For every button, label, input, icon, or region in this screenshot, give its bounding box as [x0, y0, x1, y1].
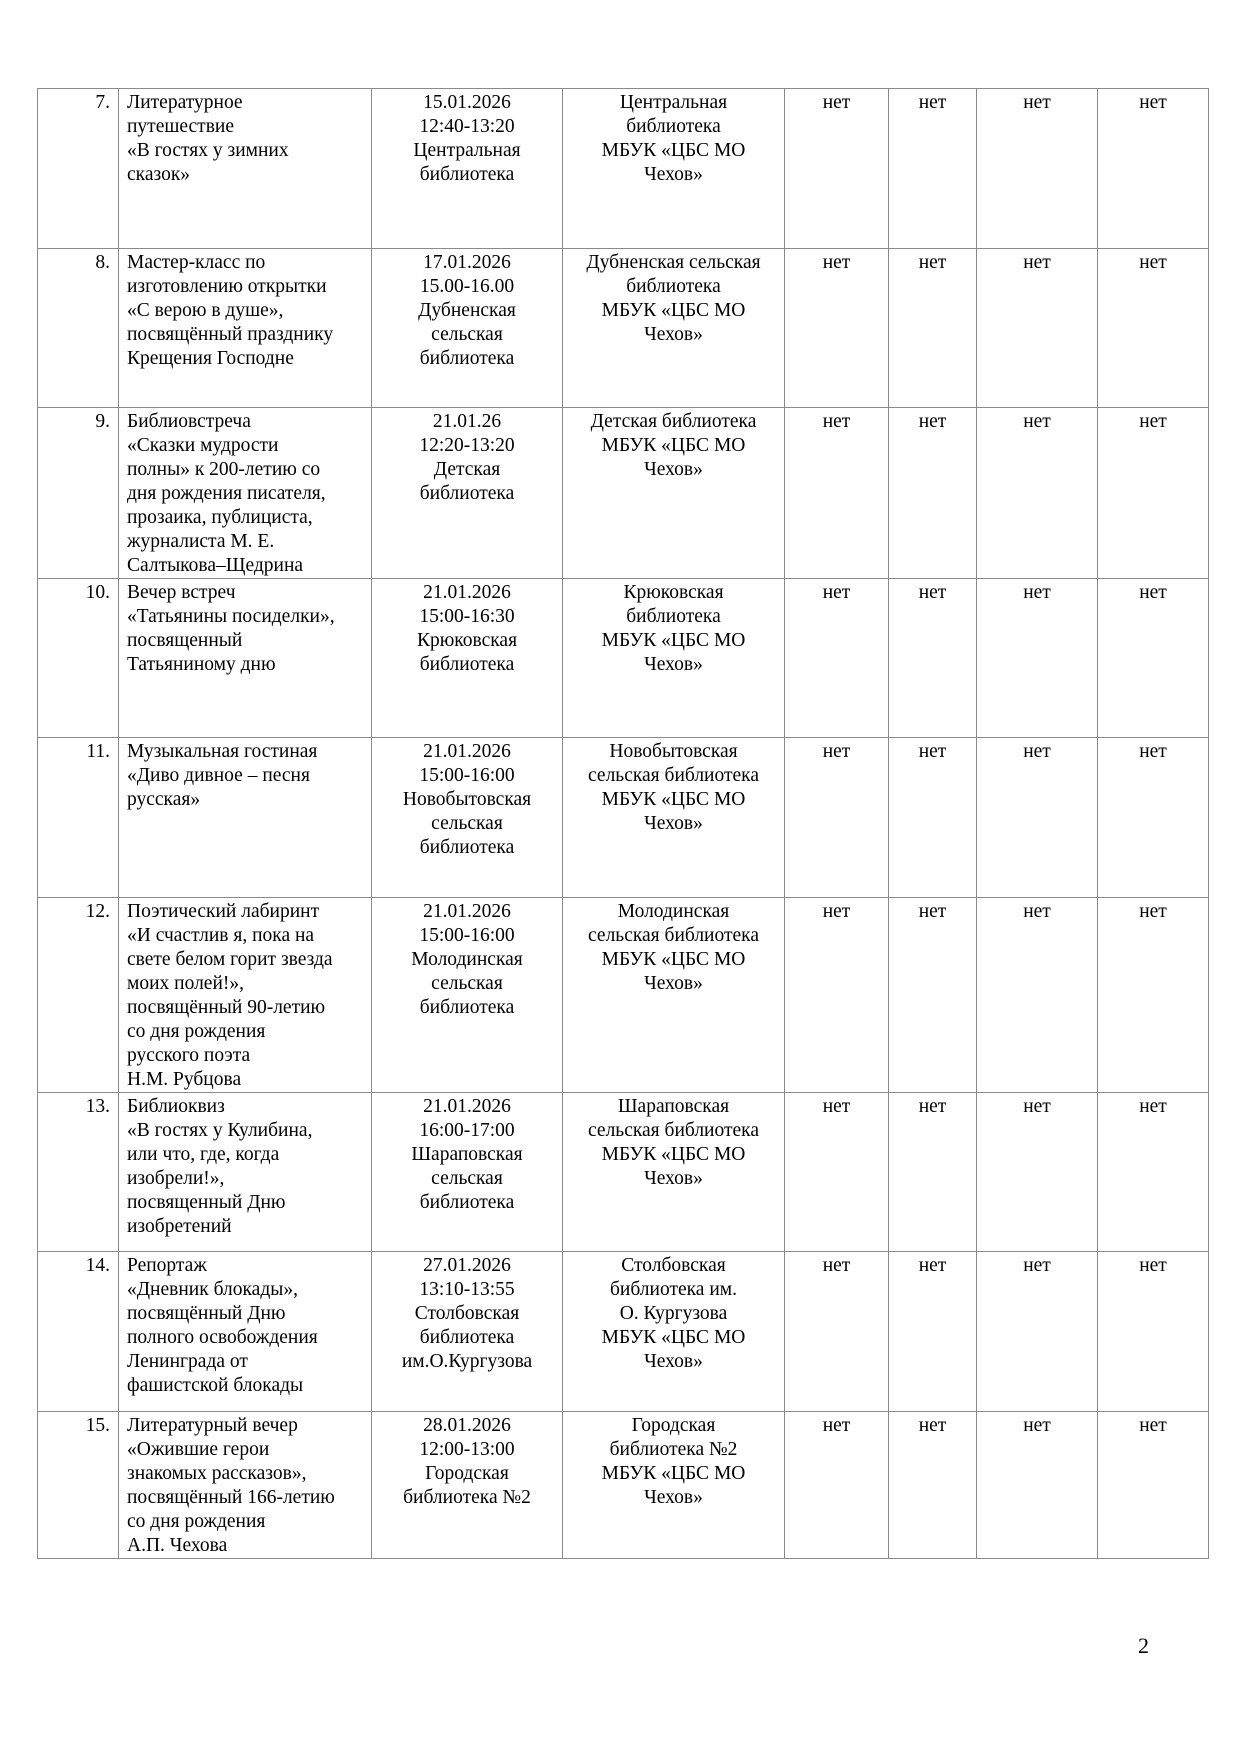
row-number-cell [38, 1252, 119, 1412]
event-datetime-line: Столбовская [414, 1303, 520, 1324]
event-title-line: посвящённый 166-летию [127, 1487, 335, 1508]
event-title-line: «Татьянины посиделки», [127, 606, 335, 627]
organizer-line: библиотека №2 [609, 1439, 738, 1460]
event-title-cell [119, 898, 372, 1093]
event-title-line: посвященный Дню [127, 1192, 286, 1213]
event-title-cell [119, 738, 372, 898]
flag-value: нет [918, 92, 947, 113]
event-title-line: изобретений [127, 1216, 232, 1237]
organizer-line: МБУК «ЦБС МО [601, 140, 746, 161]
event-title-line: Салтыкова–Щедрина [127, 555, 304, 576]
event-title-line: посвящённый празднику [127, 324, 334, 345]
flag-value: нет [1139, 1255, 1167, 1276]
row-number: 8. [95, 252, 110, 273]
flag-value: нет [1139, 901, 1167, 922]
flag-cell-2 [889, 1093, 977, 1252]
flag-cell-3 [977, 738, 1098, 898]
event-datetime-line: 15.00-16.00 [419, 276, 515, 297]
flag-cell-2 [889, 89, 977, 249]
organizer-line: МБУК «ЦБС МО [601, 630, 746, 651]
events-table-body [38, 89, 1209, 1559]
event-title-line: Вечер встреч [127, 582, 236, 603]
event-title-line: фашистской блокады [127, 1375, 304, 1396]
flag-cell-1 [785, 408, 889, 579]
event-datetime-line: 12:40-13:20 [419, 116, 515, 137]
event-datetime-line: 21.01.2026 [423, 582, 511, 603]
flag-value: нет [822, 411, 851, 432]
table-row [38, 1412, 1209, 1559]
row-number-cell [38, 1412, 119, 1559]
event-title-line: изготовлению открытки [127, 276, 327, 297]
flag-value: нет [1139, 92, 1167, 113]
flag-cell-4 [1098, 579, 1209, 738]
event-title-line: посвящённый Дню [127, 1303, 286, 1324]
flag-value: нет [1139, 582, 1167, 603]
flag-cell-4 [1098, 89, 1209, 249]
organizer-cell [563, 1412, 785, 1559]
flag-cell-1 [785, 249, 889, 408]
organizer-line: Чехов» [644, 459, 703, 480]
event-title-line: Мастер-класс по [127, 252, 266, 273]
organizer-line: Чехов» [644, 1487, 703, 1508]
flag-value: нет [1023, 582, 1051, 603]
flag-value: нет [822, 1415, 851, 1436]
organizer-line: Чехов» [644, 654, 703, 675]
organizer-line: Крюковская [623, 582, 724, 603]
event-title-line: журналиста М. Е. [127, 531, 275, 552]
organizer-line: Дубненская сельская [586, 252, 761, 273]
row-number: 12. [85, 901, 110, 922]
event-datetime-line: библиотека [419, 164, 515, 185]
row-number-cell [38, 1093, 119, 1252]
organizer-cell [563, 408, 785, 579]
organizer-line: сельская библиотека [588, 925, 759, 946]
event-title-line: Татьяниному дню [127, 654, 276, 675]
event-datetime-line: Молодинская [411, 949, 523, 970]
event-title-line: сказок» [127, 164, 191, 185]
table-row [38, 738, 1209, 898]
flag-value: нет [1139, 741, 1167, 762]
event-datetime-line: библиотека [419, 1192, 515, 1213]
event-datetime-line: библиотека [419, 483, 515, 504]
organizer-cell [563, 249, 785, 408]
event-datetime-cell [372, 579, 563, 738]
flag-cell-2 [889, 1412, 977, 1559]
flag-value: нет [822, 92, 851, 113]
organizer-line: библиотека им. [610, 1279, 737, 1300]
flag-cell-2 [889, 579, 977, 738]
flag-cell-2 [889, 408, 977, 579]
row-number: 15. [85, 1415, 110, 1436]
flag-cell-4 [1098, 1412, 1209, 1559]
event-title-line: «Ожившие герои [127, 1439, 270, 1460]
organizer-line: Центральная [619, 92, 728, 113]
event-datetime-line: 28.01.2026 [423, 1415, 511, 1436]
flag-cell-1 [785, 738, 889, 898]
event-title-cell [119, 1093, 372, 1252]
event-datetime-line: Городская [425, 1463, 509, 1484]
table-row [38, 1252, 1209, 1412]
table-row [38, 89, 1209, 249]
event-datetime-line: 21.01.2026 [423, 1096, 511, 1117]
event-datetime-cell [372, 738, 563, 898]
event-datetime-line: сельская [431, 973, 503, 994]
flag-cell-4 [1098, 1252, 1209, 1412]
table-row [38, 408, 1209, 579]
row-number-cell [38, 89, 119, 249]
event-datetime-line: библиотека [419, 1327, 515, 1348]
event-title-line: Крещения Господне [127, 348, 294, 369]
organizer-line: Чехов» [644, 973, 703, 994]
event-datetime-cell [372, 408, 563, 579]
row-number: 10. [85, 582, 110, 603]
event-title-line: А.П. Чехова [127, 1535, 228, 1556]
organizer-cell [563, 89, 785, 249]
table-row [38, 249, 1209, 408]
event-datetime-line: 15:00-16:00 [419, 765, 515, 786]
organizer-line: библиотека [626, 606, 721, 627]
event-datetime-line: 13:10-13:55 [419, 1279, 515, 1300]
flag-value: нет [1023, 252, 1051, 273]
event-title-line: «Диво дивное – песня [127, 765, 310, 786]
event-datetime-line: Детская [433, 459, 501, 480]
row-number-cell [38, 738, 119, 898]
flag-value: нет [1139, 252, 1167, 273]
event-datetime-cell [372, 89, 563, 249]
row-number-cell [38, 579, 119, 738]
row-number: 13. [85, 1096, 110, 1117]
row-number-cell [38, 898, 119, 1093]
event-title-cell [119, 1252, 372, 1412]
event-datetime-line: 15:00-16:00 [419, 925, 515, 946]
flag-cell-4 [1098, 898, 1209, 1093]
flag-cell-2 [889, 249, 977, 408]
flag-value: нет [822, 741, 851, 762]
event-datetime-line: 12:00-13:00 [419, 1439, 515, 1460]
flag-cell-4 [1098, 249, 1209, 408]
flag-value: нет [918, 1415, 947, 1436]
organizer-line: библиотека [626, 116, 721, 137]
flag-cell-3 [977, 249, 1098, 408]
event-title-line: знакомых рассказов», [127, 1463, 307, 1484]
event-datetime-line: библиотека [419, 348, 515, 369]
event-datetime-cell [372, 1093, 563, 1252]
event-datetime-line: 16:00-17:00 [419, 1120, 515, 1141]
event-title-line: Музыкальная гостиная [127, 741, 318, 762]
flag-value: нет [822, 252, 851, 273]
organizer-line: сельская библиотека [588, 1120, 759, 1141]
flag-cell-1 [785, 89, 889, 249]
flag-cell-4 [1098, 1093, 1209, 1252]
event-datetime-line: 15:00-16:30 [419, 606, 515, 627]
event-title-line: полного освобождения [127, 1327, 318, 1348]
event-datetime-line: 21.01.26 [432, 411, 502, 432]
event-title-line: путешествие [127, 116, 234, 137]
flag-value: нет [822, 901, 851, 922]
event-title-line: свете белом горит звезда [127, 949, 333, 970]
organizer-line: Столбовская [621, 1255, 726, 1276]
event-datetime-line: 12:20-13:20 [419, 435, 515, 456]
organizer-line: МБУК «ЦБС МО [601, 789, 746, 810]
organizer-line: Молодинская [617, 901, 730, 922]
event-title-line: «И счастлив я, пока на [127, 925, 315, 946]
flag-cell-3 [977, 408, 1098, 579]
event-datetime-line: 15.01.2026 [423, 92, 511, 113]
event-datetime-line: Новобытовская [402, 789, 532, 810]
event-title-line: посвященный [127, 630, 243, 651]
event-title-line: посвящённый 90-летию [127, 997, 326, 1018]
event-title-line: «В гостях у Кулибина, [127, 1120, 313, 1141]
flag-cell-3 [977, 89, 1098, 249]
organizer-line: библиотека [626, 276, 721, 297]
event-title-cell [119, 249, 372, 408]
flag-cell-3 [977, 1252, 1098, 1412]
organizer-line: Шараповская [617, 1096, 730, 1117]
flag-value: нет [918, 411, 947, 432]
flag-value: нет [918, 582, 947, 603]
organizer-cell [563, 898, 785, 1093]
event-datetime-line: сельская [431, 324, 503, 345]
flag-value: нет [822, 582, 851, 603]
event-datetime-cell [372, 249, 563, 408]
flag-cell-3 [977, 1412, 1098, 1559]
event-title-line: дня рождения писателя, [127, 483, 326, 504]
flag-cell-1 [785, 1093, 889, 1252]
table-row [38, 1093, 1209, 1252]
organizer-line: О. Кургузова [619, 1303, 728, 1324]
flag-cell-2 [889, 738, 977, 898]
event-datetime-line: Крюковская [416, 630, 518, 651]
organizer-cell [563, 1252, 785, 1412]
event-datetime-line: 21.01.2026 [423, 741, 511, 762]
flag-value: нет [918, 1096, 947, 1117]
organizer-line: МБУК «ЦБС МО [601, 1327, 746, 1348]
event-datetime-line: библиотека [419, 837, 515, 858]
event-datetime-line: сельская [431, 813, 503, 834]
organizer-line: Городская [631, 1415, 716, 1436]
organizer-line: Чехов» [644, 813, 703, 834]
event-title-cell [119, 579, 372, 738]
flag-value: нет [822, 1255, 851, 1276]
event-datetime-line: сельская [431, 1168, 503, 1189]
event-title-line: Библиовстреча [127, 411, 251, 432]
event-title-line: изобрели!», [127, 1168, 225, 1189]
organizer-line: МБУК «ЦБС МО [601, 1463, 746, 1484]
flag-cell-2 [889, 898, 977, 1093]
event-datetime-line: библиотека [419, 997, 515, 1018]
event-title-line: Репортаж [127, 1255, 207, 1276]
organizer-line: МБУК «ЦБС МО [601, 949, 746, 970]
event-title-cell [119, 1412, 372, 1559]
event-title-line: Н.М. Рубцова [127, 1069, 242, 1090]
organizer-line: МБУК «ЦБС МО [601, 300, 746, 321]
event-title-line: русского поэта [127, 1045, 251, 1066]
flag-value: нет [1023, 741, 1051, 762]
event-title-line: «В гостях у зимних [127, 140, 289, 161]
event-title-line: полны» к 200-летию со [127, 459, 321, 480]
row-number: 14. [85, 1255, 110, 1276]
event-title-line: прозаика, публициста, [127, 507, 313, 528]
flag-cell-2 [889, 1252, 977, 1412]
event-datetime-cell [372, 1412, 563, 1559]
flag-value: нет [918, 1255, 947, 1276]
organizer-line: Детская библиотека [590, 411, 757, 432]
flag-value: нет [1023, 1096, 1051, 1117]
flag-value: нет [1023, 92, 1051, 113]
event-title-line: Литературное [127, 92, 243, 113]
flag-cell-1 [785, 579, 889, 738]
event-datetime-line: Шараповская [411, 1144, 523, 1165]
event-title-line: русская» [127, 789, 201, 810]
page-number: 2 [1138, 1633, 1149, 1658]
flag-value: нет [822, 1096, 851, 1117]
event-datetime-line: 21.01.2026 [423, 901, 511, 922]
table-row [38, 898, 1209, 1093]
flag-value: нет [918, 741, 947, 762]
flag-value: нет [1139, 411, 1167, 432]
flag-value: нет [918, 252, 947, 273]
row-number-cell [38, 408, 119, 579]
event-datetime-cell [372, 1252, 563, 1412]
event-datetime-cell [372, 898, 563, 1093]
organizer-line: сельская библиотека [588, 765, 759, 786]
event-datetime-line: библиотека №2 [403, 1487, 531, 1508]
event-datetime-line: Дубненская [418, 300, 516, 321]
flag-cell-3 [977, 579, 1098, 738]
flag-cell-3 [977, 898, 1098, 1093]
organizer-line: Чехов» [644, 324, 703, 345]
event-title-cell [119, 408, 372, 579]
event-title-line: Поэтический лабиринт [127, 901, 320, 922]
event-title-cell [119, 89, 372, 249]
events-table [37, 88, 1209, 1559]
flag-cell-4 [1098, 408, 1209, 579]
event-title-line: Библиоквиз [127, 1096, 225, 1117]
event-datetime-line: библиотека [419, 654, 515, 675]
flag-cell-1 [785, 898, 889, 1093]
organizer-cell [563, 579, 785, 738]
event-datetime-line: Центральная [413, 140, 521, 161]
event-title-line: или что, где, когда [127, 1144, 280, 1165]
flag-value: нет [1023, 1255, 1051, 1276]
flag-value: нет [1139, 1096, 1167, 1117]
organizer-line: Новобытовская [609, 741, 738, 762]
event-title-line: «Сказки мудрости [127, 435, 279, 456]
event-title-line: «С верою в душе», [127, 300, 284, 321]
flag-value: нет [1023, 901, 1051, 922]
flag-cell-4 [1098, 738, 1209, 898]
event-datetime-line: 17.01.2026 [423, 252, 511, 273]
table-row [38, 579, 1209, 738]
organizer-line: Чехов» [644, 1351, 703, 1372]
flag-cell-3 [977, 1093, 1098, 1252]
row-number: 11. [86, 741, 110, 762]
organizer-cell [563, 738, 785, 898]
organizer-line: МБУК «ЦБС МО [601, 1144, 746, 1165]
organizer-cell [563, 1093, 785, 1252]
event-title-line: со дня рождения [127, 1021, 266, 1042]
flag-value: нет [1139, 1415, 1167, 1436]
flag-cell-1 [785, 1252, 889, 1412]
organizer-line: МБУК «ЦБС МО [601, 435, 746, 456]
event-title-line: моих полей!», [127, 973, 245, 994]
event-title-line: Литературный вечер [127, 1415, 298, 1436]
flag-cell-1 [785, 1412, 889, 1559]
organizer-line: Чехов» [644, 1168, 703, 1189]
event-datetime-line: 27.01.2026 [423, 1255, 511, 1276]
event-datetime-line: им.О.Кургузова [401, 1351, 533, 1372]
event-title-line: со дня рождения [127, 1511, 266, 1532]
event-title-line: «Дневник блокады», [127, 1279, 298, 1300]
flag-value: нет [1023, 411, 1051, 432]
flag-value: нет [918, 901, 947, 922]
organizer-line: Чехов» [644, 164, 703, 185]
row-number-cell [38, 249, 119, 408]
row-number: 7. [95, 92, 110, 113]
row-number: 9. [95, 411, 110, 432]
flag-value: нет [1023, 1415, 1051, 1436]
event-title-line: Ленинграда от [127, 1351, 248, 1372]
